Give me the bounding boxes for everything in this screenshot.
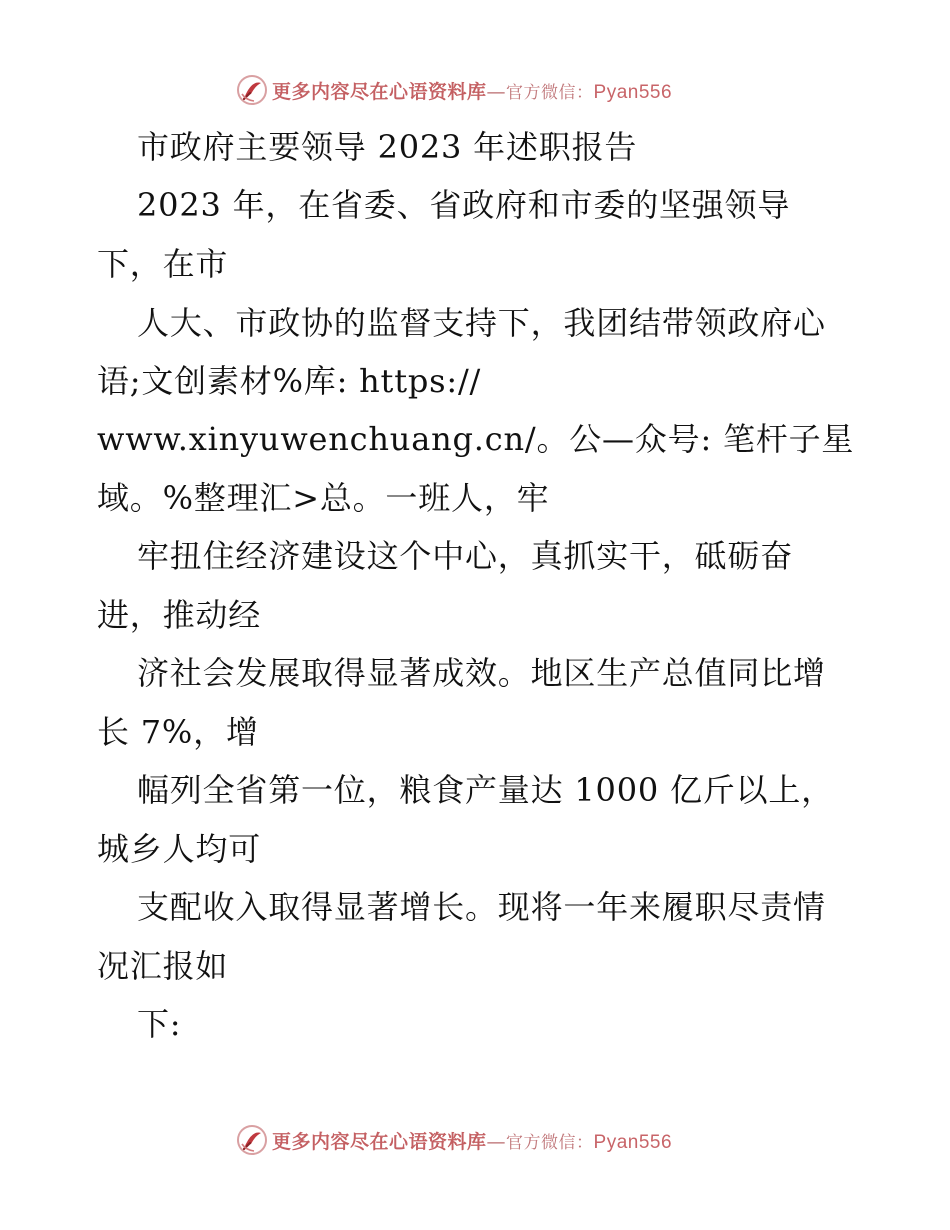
pen-logo-icon	[236, 1124, 268, 1156]
header-watermark-inner	[236, 74, 672, 106]
footer-watermark-dash: —	[486, 1130, 507, 1153]
footer-watermark-wechat-id: Pyan556	[593, 1131, 673, 1153]
document-line: 城乡人均可	[97, 830, 262, 868]
header-watermark-wechat-id: Pyan556	[593, 81, 673, 103]
footer-watermark-inner	[236, 1124, 672, 1156]
document-line: 下:	[137, 1005, 182, 1043]
document-line: 支配收入取得显著增长。现将一年来履职尽责情	[137, 888, 826, 926]
document-line: 进，推动经	[97, 596, 262, 634]
pen-logo-icon	[236, 74, 268, 106]
document-line: 长 7%，增	[97, 713, 259, 751]
footer-watermark-banner	[0, 1120, 950, 1160]
header-watermark-main: 更多内容尽在心语资料库	[272, 80, 487, 103]
document-line: 牢扭住经济建设这个中心，真抓实干，砥砺奋	[137, 537, 794, 575]
document-line: 人大、市政协的监督支持下，我团结带领政府心	[137, 304, 826, 342]
header-watermark-dash: —	[486, 80, 507, 103]
document-line: 况汇报如	[97, 947, 229, 985]
footer-watermark-main: 更多内容尽在心语资料库	[272, 1130, 487, 1153]
document-title: 市政府主要领导 2023 年述职报告	[137, 128, 638, 166]
header-watermark-banner	[0, 70, 950, 110]
document-line: 下，在市	[97, 245, 229, 283]
document-line: www.xinyuwenchuang.cn/。公—众号: 笔杆子星	[97, 420, 855, 458]
footer-watermark-text	[272, 1127, 672, 1154]
document-line: 语;文创素材%库: https://	[97, 362, 482, 400]
document-line: 域。%整理汇>总。一班人，牢	[97, 479, 550, 517]
document-line: 济社会发展取得显著成效。地区生产总值同比增	[137, 654, 826, 692]
header-watermark-wechat-label: 官方微信：	[506, 82, 594, 103]
header-watermark-text	[272, 77, 672, 104]
document-line: 2023 年，在省委、省政府和市委的坚强领导	[137, 186, 791, 224]
document-line: 幅列全省第一位，粮食产量达 1000 亿斤以上，	[137, 771, 834, 809]
footer-watermark-wechat-label: 官方微信：	[506, 1132, 594, 1153]
